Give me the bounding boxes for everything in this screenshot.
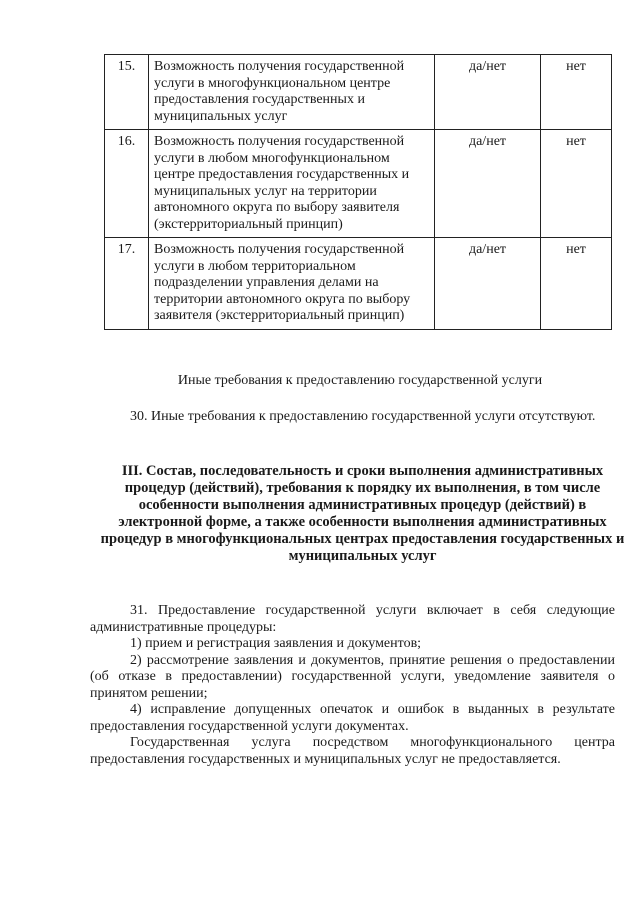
paragraph-31 [90,603,615,768]
row-description: Возможность получения государственной услуги в любом территориальном подразделении управления делами на территории автономного округа по выбору заявителя (экстерриториальный принцип) [149,238,435,330]
section-title: III. Состав, последовательность и сроки выполнения административных процедур (действий), требования к порядку их выполнения, в том числе особенности выполнения административных процедур (действий) в электронной форме, а также особенности выполнения административных процедур в многофункциональных центрах предоставления государственных и муниципальных услуг [100,463,625,564]
row-answer: да/нет [435,130,541,238]
table-row [105,238,612,330]
table-row [105,55,612,130]
row-number: 16. [105,130,149,238]
row-number: 15. [105,55,149,130]
row-number: 17. [105,238,149,330]
row-description: Возможность получения государственной услуги в любом многофункциональном центре предоставления государственных и муниципальных услуг на территории автономного округа по выбору заявителя (экстерриториальный принцип) [149,130,435,238]
row-value: нет [541,55,612,130]
row-value: нет [541,238,612,330]
row-answer: да/нет [435,238,541,330]
row-value: нет [541,130,612,238]
table-row [105,130,612,238]
procedure-item-2: 2) рассмотрение заявления и документов, принятие решения о предоставлении (об отказе в предоставлении) государственной услуги, уведомление заявителя о принятом решении; [90,652,615,701]
paragraph-31-closing: Государственная услуга посредством многофункционального центра предоставления государственных и муниципальных услуг не предоставляется. [90,735,615,767]
paragraph-30: 30. Иные требования к предоставлению государственной услуги отсутствуют. [130,409,596,424]
row-answer: да/нет [435,55,541,130]
procedure-item-1: 1) прием и регистрация заявления и документов; [130,636,422,651]
subheading: Иные требования к предоставлению государственной услуги [177,373,543,388]
row-description: Возможность получения государственной услуги в многофункциональном центре предоставления государственных и муниципальных услуг [149,55,435,130]
paragraph-31-intro: 31. Предоставление государственной услуги включает в себя следующие административные процедуры: [90,603,615,635]
services-table [104,54,612,330]
procedure-item-4: 4) исправление допущенных опечаток и ошибок в выданных в результате предоставления государственной услуги документах. [90,702,615,734]
